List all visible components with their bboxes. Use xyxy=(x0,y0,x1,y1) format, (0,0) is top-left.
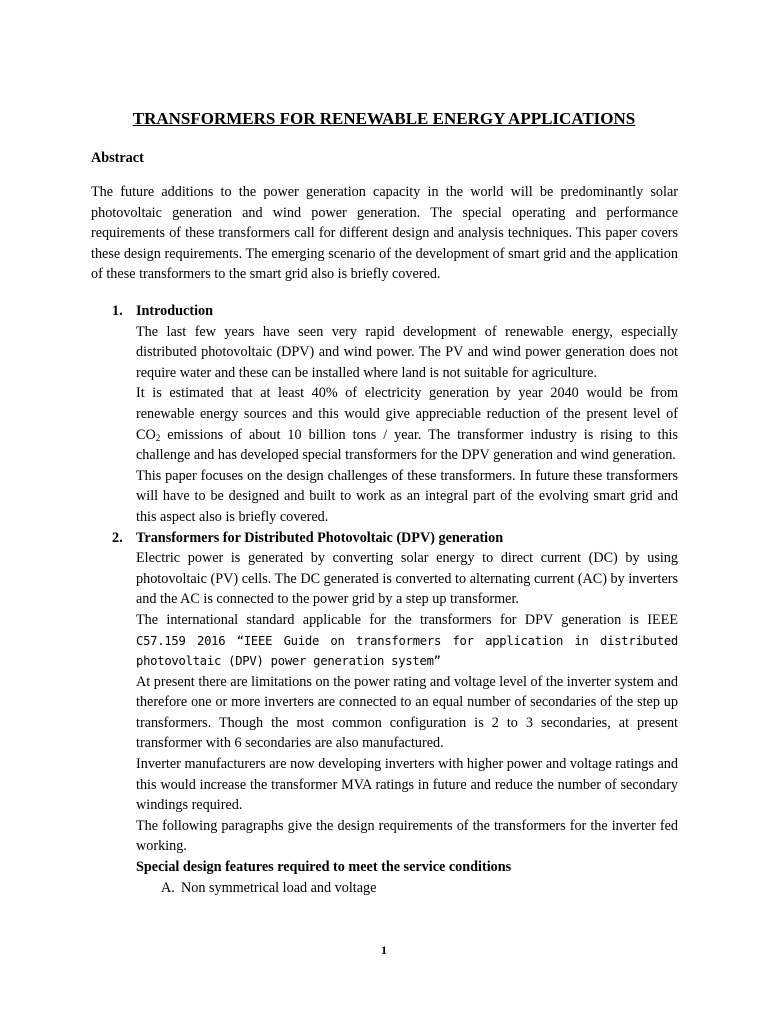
section-number: 1. xyxy=(112,303,123,319)
abstract-heading: Abstract xyxy=(91,150,144,166)
section-heading: Transformers for Distributed Photovoltaic (DPV) generation xyxy=(136,529,504,546)
paragraph: The last few years have seen very rapid development of renewable energy, especially distributed photovoltaic (DPV) and wind power. The PV and wind power generation does not require water and these can be installed where land is not suitable for agriculture. xyxy=(136,323,678,381)
list-item xyxy=(136,878,678,899)
section-dpv-transformers xyxy=(91,528,678,899)
paragraph-text: The international standard applicable for the transformers for DPV generation is IEEE xyxy=(136,611,678,628)
sections-container xyxy=(91,301,678,898)
list-item-text: Non symmetrical load and voltage xyxy=(181,879,377,896)
document-title: TRANSFORMERS FOR RENEWABLE ENERGY APPLICATIONS xyxy=(132,109,636,128)
abstract-body: The future additions to the power generation capacity in the world will be predominantly solar photovoltaic generation and wind power generation. The special operating and performance requirements of these transformers call for different design and analysis techniques. This paper covers these design requirements. The emerging scenario of the development of smart grid and the application of these transformers to the smart grid also is briefly covered. xyxy=(91,184,678,283)
sub-heading: Special design features required to meet the service conditions xyxy=(136,859,512,876)
paragraph xyxy=(136,610,678,672)
paragraph xyxy=(136,383,678,465)
section-heading: Introduction xyxy=(136,303,213,319)
paragraph: Electric power is generated by converting solar energy to direct current (DC) by using photovoltaic (PV) cells. The DC generated is converted to alternating current (AC) by inverters and the AC is connected to the power grid by a step up transformer. xyxy=(136,550,678,608)
paragraph-text: It is estimated that at least 40% of electricity generation by year 2040 would be from renewable energy sources and this would give appreciable reduction of the present level of CO xyxy=(136,385,678,443)
standard-citation: C57.159 2016 “IEEE Guide on transformers for application in distributed photovoltaic (DPV) power generation system” xyxy=(136,633,678,669)
page-number: 1 xyxy=(381,943,387,957)
subscript: 2 xyxy=(155,432,161,443)
paragraph: This paper focuses on the design challenges of these transformers. In future these transformers will have to be designed and built to work as an integral part of the evolving smart grid and this aspect also is briefly covered. xyxy=(136,467,678,525)
paragraph: At present there are limitations on the power rating and voltage level of the inverter system and therefore one or more inverters are connected to an equal number of secondaries of the step up transformers. Though the most common configuration is 2 to 3 secondaries, at present transformer with 6 secondaries are also manufactured. xyxy=(136,673,678,752)
paragraph: The following paragraphs give the design requirements of the transformers for the inverter fed working. xyxy=(136,817,678,855)
section-introduction xyxy=(91,301,678,528)
list-marker: A. xyxy=(161,879,175,896)
paragraph-text: emissions of about 10 billion tons / year. The transformer industry is rising to this challenge and has developed special transformers for the DPV generation and wind generation. xyxy=(136,426,678,464)
section-number: 2. xyxy=(112,529,123,546)
paragraph: Inverter manufacturers are now developing inverters with higher power and voltage ratings and this would increase the transformer MVA ratings in future and reduce the number of secondary windings required. xyxy=(136,756,678,814)
